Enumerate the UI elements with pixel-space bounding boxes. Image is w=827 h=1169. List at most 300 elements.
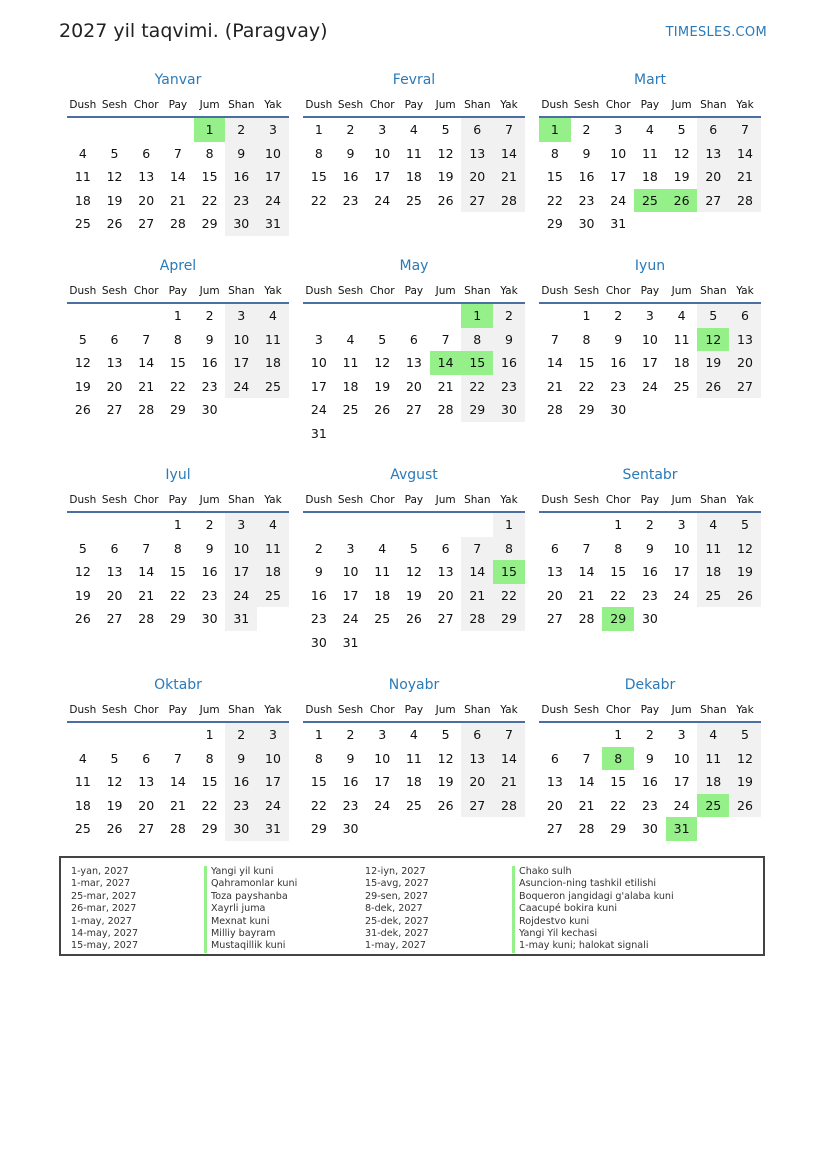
day-cell[interactable]: 28 <box>461 607 493 631</box>
day-cell[interactable]: 19 <box>74 378 91 394</box>
day-cell[interactable]: 24 <box>374 797 391 813</box>
day-cell[interactable]: 25 <box>697 584 729 608</box>
day-cell[interactable]: 18 <box>374 587 391 603</box>
day-cell[interactable]: 30 <box>342 821 359 837</box>
day-cell[interactable]: 9 <box>314 564 323 580</box>
day-cell[interactable]: 7 <box>582 750 591 766</box>
day-cell[interactable]: 23 <box>225 189 257 213</box>
day-cell[interactable]: 2 <box>314 540 323 556</box>
day-cell[interactable]: 9 <box>645 750 654 766</box>
day-cell[interactable]: 5 <box>729 513 761 537</box>
day-cell[interactable]: 21 <box>461 584 493 608</box>
day-cell[interactable]: 17 <box>257 165 289 189</box>
day-cell[interactable]: 16 <box>225 165 257 189</box>
day-cell[interactable]: 11 <box>74 774 91 790</box>
day-cell[interactable]: 30 <box>310 634 327 650</box>
day-cell[interactable]: 30 <box>201 402 218 418</box>
day-cell[interactable]: 13 <box>106 564 123 580</box>
day-cell[interactable]: 22 <box>310 797 327 813</box>
day-cell[interactable]: 14 <box>461 560 493 584</box>
day-cell[interactable]: 6 <box>550 540 559 556</box>
day-cell[interactable]: 6 <box>697 118 729 142</box>
holiday-day-cell[interactable]: 15 <box>461 351 493 375</box>
day-cell[interactable]: 24 <box>225 584 257 608</box>
day-cell[interactable]: 9 <box>493 328 525 352</box>
day-cell[interactable]: 4 <box>257 513 289 537</box>
day-cell[interactable]: 11 <box>673 331 690 347</box>
holiday-day-cell[interactable]: 25 <box>697 794 729 818</box>
day-cell[interactable]: 18 <box>257 560 289 584</box>
day-cell[interactable]: 26 <box>437 797 454 813</box>
day-cell[interactable]: 14 <box>493 142 525 166</box>
day-cell[interactable]: 6 <box>550 750 559 766</box>
day-cell[interactable]: 30 <box>578 216 595 232</box>
day-cell[interactable]: 15 <box>546 169 563 185</box>
day-cell[interactable]: 10 <box>673 750 690 766</box>
day-cell[interactable]: 21 <box>578 587 595 603</box>
day-cell[interactable]: 7 <box>173 750 182 766</box>
day-cell[interactable]: 22 <box>610 587 627 603</box>
day-cell[interactable]: 13 <box>461 747 493 771</box>
day-cell[interactable]: 1 <box>314 122 323 137</box>
day-cell[interactable]: 21 <box>493 165 525 189</box>
day-cell[interactable]: 25 <box>405 797 422 813</box>
day-cell[interactable]: 8 <box>205 750 214 766</box>
day-cell[interactable]: 27 <box>729 375 761 399</box>
day-cell[interactable]: 27 <box>138 216 155 232</box>
day-cell[interactable]: 23 <box>201 587 218 603</box>
day-cell[interactable]: 23 <box>342 797 359 813</box>
day-cell[interactable]: 20 <box>405 378 422 394</box>
day-cell[interactable]: 4 <box>346 331 355 347</box>
day-cell[interactable]: 17 <box>673 564 690 580</box>
day-cell[interactable]: 15 <box>169 564 186 580</box>
day-cell[interactable]: 21 <box>493 770 525 794</box>
day-cell[interactable]: 5 <box>78 540 87 556</box>
holiday-day-cell[interactable]: 1 <box>461 304 493 328</box>
day-cell[interactable]: 24 <box>225 375 257 399</box>
day-cell[interactable]: 24 <box>610 192 627 208</box>
day-cell[interactable]: 27 <box>697 189 729 213</box>
day-cell[interactable]: 6 <box>461 723 493 747</box>
day-cell[interactable]: 24 <box>310 402 327 418</box>
day-cell[interactable]: 10 <box>310 355 327 371</box>
holiday-day-cell[interactable]: 1 <box>194 118 226 142</box>
day-cell[interactable]: 17 <box>374 774 391 790</box>
day-cell[interactable]: 8 <box>205 145 214 161</box>
day-cell[interactable]: 28 <box>493 794 525 818</box>
day-cell[interactable]: 21 <box>169 192 186 208</box>
day-cell[interactable]: 23 <box>610 378 627 394</box>
day-cell[interactable]: 28 <box>493 189 525 213</box>
day-cell[interactable]: 22 <box>169 378 186 394</box>
day-cell[interactable]: 10 <box>641 331 658 347</box>
day-cell[interactable]: 30 <box>641 611 658 627</box>
day-cell[interactable]: 16 <box>201 564 218 580</box>
day-cell[interactable]: 4 <box>697 513 729 537</box>
day-cell[interactable]: 12 <box>673 145 690 161</box>
day-cell[interactable]: 14 <box>578 774 595 790</box>
day-cell[interactable]: 23 <box>225 794 257 818</box>
holiday-day-cell[interactable]: 15 <box>493 560 525 584</box>
day-cell[interactable]: 10 <box>673 540 690 556</box>
day-cell[interactable]: 11 <box>405 145 422 161</box>
holiday-day-cell[interactable]: 25 <box>634 189 666 213</box>
day-cell[interactable]: 11 <box>641 145 658 161</box>
day-cell[interactable]: 10 <box>374 750 391 766</box>
day-cell[interactable]: 2 <box>582 122 591 137</box>
day-cell[interactable]: 8 <box>582 331 591 347</box>
day-cell[interactable]: 14 <box>578 564 595 580</box>
day-cell[interactable]: 25 <box>405 192 422 208</box>
holiday-day-cell[interactable]: 29 <box>602 607 634 631</box>
day-cell[interactable]: 5 <box>378 331 387 347</box>
day-cell[interactable]: 10 <box>374 145 391 161</box>
day-cell[interactable]: 26 <box>106 216 123 232</box>
day-cell[interactable]: 31 <box>257 817 289 841</box>
day-cell[interactable]: 10 <box>342 564 359 580</box>
day-cell[interactable]: 26 <box>405 611 422 627</box>
day-cell[interactable]: 13 <box>546 564 563 580</box>
day-cell[interactable]: 17 <box>310 378 327 394</box>
day-cell[interactable]: 18 <box>74 797 91 813</box>
day-cell[interactable]: 21 <box>546 378 563 394</box>
day-cell[interactable]: 31 <box>342 634 359 650</box>
day-cell[interactable]: 13 <box>729 328 761 352</box>
day-cell[interactable]: 20 <box>729 351 761 375</box>
day-cell[interactable]: 18 <box>405 774 422 790</box>
day-cell[interactable]: 16 <box>641 564 658 580</box>
day-cell[interactable]: 22 <box>169 587 186 603</box>
day-cell[interactable]: 9 <box>225 142 257 166</box>
day-cell[interactable]: 3 <box>225 513 257 537</box>
day-cell[interactable]: 9 <box>205 331 214 347</box>
day-cell[interactable]: 15 <box>310 774 327 790</box>
holiday-day-cell[interactable]: 31 <box>666 817 698 841</box>
day-cell[interactable]: 7 <box>493 118 525 142</box>
day-cell[interactable]: 7 <box>582 540 591 556</box>
day-cell[interactable]: 3 <box>257 723 289 747</box>
day-cell[interactable]: 10 <box>610 145 627 161</box>
day-cell[interactable]: 10 <box>257 747 289 771</box>
day-cell[interactable]: 13 <box>138 774 155 790</box>
day-cell[interactable]: 4 <box>78 750 87 766</box>
day-cell[interactable]: 18 <box>697 560 729 584</box>
day-cell[interactable]: 29 <box>169 402 186 418</box>
day-cell[interactable]: 7 <box>729 118 761 142</box>
day-cell[interactable]: 6 <box>142 750 151 766</box>
day-cell[interactable]: 23 <box>201 378 218 394</box>
day-cell[interactable]: 22 <box>201 797 218 813</box>
holiday-day-cell[interactable]: 8 <box>602 747 634 771</box>
site-brand-link[interactable]: TIMESLES.COM <box>665 25 767 40</box>
day-cell[interactable]: 25 <box>74 821 91 837</box>
day-cell[interactable]: 8 <box>173 540 182 556</box>
day-cell[interactable]: 27 <box>405 402 422 418</box>
day-cell[interactable]: 25 <box>74 216 91 232</box>
day-cell[interactable]: 1 <box>614 727 623 742</box>
day-cell[interactable]: 2 <box>205 517 214 532</box>
day-cell[interactable]: 28 <box>578 821 595 837</box>
day-cell[interactable]: 24 <box>342 611 359 627</box>
day-cell[interactable]: 11 <box>342 355 359 371</box>
day-cell[interactable]: 20 <box>437 587 454 603</box>
day-cell[interactable]: 8 <box>550 145 559 161</box>
day-cell[interactable]: 20 <box>138 797 155 813</box>
day-cell[interactable]: 19 <box>729 560 761 584</box>
day-cell[interactable]: 17 <box>225 351 257 375</box>
day-cell[interactable]: 13 <box>106 355 123 371</box>
day-cell[interactable]: 7 <box>441 331 450 347</box>
day-cell[interactable]: 27 <box>546 611 563 627</box>
day-cell[interactable]: 5 <box>110 145 119 161</box>
day-cell[interactable]: 16 <box>342 169 359 185</box>
day-cell[interactable]: 27 <box>106 611 123 627</box>
day-cell[interactable]: 5 <box>677 122 686 137</box>
day-cell[interactable]: 26 <box>729 584 761 608</box>
day-cell[interactable]: 20 <box>106 378 123 394</box>
day-cell[interactable]: 29 <box>201 821 218 837</box>
day-cell[interactable]: 20 <box>138 192 155 208</box>
day-cell[interactable]: 3 <box>314 331 323 347</box>
day-cell[interactable]: 14 <box>546 355 563 371</box>
day-cell[interactable]: 16 <box>493 351 525 375</box>
day-cell[interactable]: 6 <box>409 331 418 347</box>
day-cell[interactable]: 17 <box>225 560 257 584</box>
day-cell[interactable]: 11 <box>697 537 729 561</box>
day-cell[interactable]: 26 <box>74 611 91 627</box>
day-cell[interactable]: 2 <box>645 727 654 742</box>
day-cell[interactable]: 29 <box>201 216 218 232</box>
day-cell[interactable]: 16 <box>641 774 658 790</box>
day-cell[interactable]: 5 <box>697 304 729 328</box>
day-cell[interactable]: 30 <box>225 817 257 841</box>
day-cell[interactable]: 4 <box>409 122 418 137</box>
day-cell[interactable]: 6 <box>142 145 151 161</box>
day-cell[interactable]: 11 <box>697 747 729 771</box>
day-cell[interactable]: 13 <box>437 564 454 580</box>
day-cell[interactable]: 15 <box>310 169 327 185</box>
holiday-day-cell[interactable]: 1 <box>539 118 571 142</box>
day-cell[interactable]: 24 <box>257 794 289 818</box>
holiday-day-cell[interactable]: 12 <box>697 328 729 352</box>
day-cell[interactable]: 28 <box>546 402 563 418</box>
day-cell[interactable]: 26 <box>729 794 761 818</box>
day-cell[interactable]: 29 <box>610 821 627 837</box>
day-cell[interactable]: 19 <box>405 587 422 603</box>
day-cell[interactable]: 10 <box>225 537 257 561</box>
day-cell[interactable]: 18 <box>74 192 91 208</box>
day-cell[interactable]: 26 <box>697 375 729 399</box>
day-cell[interactable]: 15 <box>610 564 627 580</box>
day-cell[interactable]: 17 <box>342 587 359 603</box>
day-cell[interactable]: 14 <box>138 564 155 580</box>
day-cell[interactable]: 21 <box>169 797 186 813</box>
day-cell[interactable]: 9 <box>346 145 355 161</box>
day-cell[interactable]: 12 <box>106 169 123 185</box>
day-cell[interactable]: 9 <box>645 540 654 556</box>
holiday-day-cell[interactable]: 14 <box>430 351 462 375</box>
day-cell[interactable]: 15 <box>169 355 186 371</box>
day-cell[interactable]: 1 <box>582 308 591 323</box>
day-cell[interactable]: 3 <box>677 517 686 532</box>
day-cell[interactable]: 17 <box>610 169 627 185</box>
day-cell[interactable]: 29 <box>461 398 493 422</box>
day-cell[interactable]: 14 <box>493 747 525 771</box>
day-cell[interactable]: 19 <box>729 770 761 794</box>
day-cell[interactable]: 23 <box>310 611 327 627</box>
day-cell[interactable]: 2 <box>346 727 355 742</box>
day-cell[interactable]: 4 <box>677 308 686 323</box>
day-cell[interactable]: 6 <box>110 331 119 347</box>
day-cell[interactable]: 15 <box>578 355 595 371</box>
day-cell[interactable]: 19 <box>106 192 123 208</box>
day-cell[interactable]: 2 <box>205 308 214 323</box>
day-cell[interactable]: 3 <box>378 122 387 137</box>
day-cell[interactable]: 9 <box>205 540 214 556</box>
day-cell[interactable]: 12 <box>74 355 91 371</box>
day-cell[interactable]: 4 <box>645 122 654 137</box>
day-cell[interactable]: 13 <box>405 355 422 371</box>
day-cell[interactable]: 16 <box>578 169 595 185</box>
day-cell[interactable]: 24 <box>374 192 391 208</box>
day-cell[interactable]: 3 <box>225 304 257 328</box>
day-cell[interactable]: 5 <box>78 331 87 347</box>
day-cell[interactable]: 12 <box>437 145 454 161</box>
day-cell[interactable]: 18 <box>697 770 729 794</box>
day-cell[interactable]: 12 <box>405 564 422 580</box>
day-cell[interactable]: 26 <box>437 192 454 208</box>
day-cell[interactable]: 8 <box>461 328 493 352</box>
day-cell[interactable]: 26 <box>74 402 91 418</box>
day-cell[interactable]: 2 <box>645 517 654 532</box>
day-cell[interactable]: 11 <box>405 750 422 766</box>
day-cell[interactable]: 20 <box>461 770 493 794</box>
day-cell[interactable]: 17 <box>641 355 658 371</box>
day-cell[interactable]: 4 <box>409 727 418 742</box>
day-cell[interactable]: 6 <box>110 540 119 556</box>
day-cell[interactable]: 20 <box>546 797 563 813</box>
day-cell[interactable]: 25 <box>342 402 359 418</box>
day-cell[interactable]: 12 <box>374 355 391 371</box>
day-cell[interactable]: 7 <box>550 331 559 347</box>
day-cell[interactable]: 19 <box>437 774 454 790</box>
day-cell[interactable]: 28 <box>437 402 454 418</box>
day-cell[interactable]: 22 <box>578 378 595 394</box>
day-cell[interactable]: 18 <box>257 351 289 375</box>
day-cell[interactable]: 1 <box>205 727 214 742</box>
day-cell[interactable]: 2 <box>225 118 257 142</box>
day-cell[interactable]: 20 <box>461 165 493 189</box>
day-cell[interactable]: 16 <box>610 355 627 371</box>
day-cell[interactable]: 8 <box>173 331 182 347</box>
day-cell[interactable]: 10 <box>257 142 289 166</box>
day-cell[interactable]: 1 <box>173 517 182 532</box>
day-cell[interactable]: 31 <box>310 425 327 441</box>
day-cell[interactable]: 29 <box>493 607 525 631</box>
day-cell[interactable]: 11 <box>374 564 391 580</box>
day-cell[interactable]: 23 <box>641 587 658 603</box>
day-cell[interactable]: 2 <box>493 304 525 328</box>
day-cell[interactable]: 30 <box>493 398 525 422</box>
day-cell[interactable]: 7 <box>142 331 151 347</box>
day-cell[interactable]: 23 <box>493 375 525 399</box>
day-cell[interactable]: 18 <box>405 169 422 185</box>
day-cell[interactable]: 12 <box>106 774 123 790</box>
day-cell[interactable]: 24 <box>257 189 289 213</box>
day-cell[interactable]: 21 <box>437 378 454 394</box>
day-cell[interactable]: 3 <box>645 308 654 323</box>
day-cell[interactable]: 10 <box>225 328 257 352</box>
day-cell[interactable]: 20 <box>546 587 563 603</box>
day-cell[interactable]: 22 <box>310 192 327 208</box>
day-cell[interactable]: 6 <box>729 304 761 328</box>
day-cell[interactable]: 11 <box>74 169 91 185</box>
day-cell[interactable]: 19 <box>673 169 690 185</box>
day-cell[interactable]: 30 <box>201 611 218 627</box>
day-cell[interactable]: 21 <box>138 378 155 394</box>
day-cell[interactable]: 11 <box>257 328 289 352</box>
day-cell[interactable]: 27 <box>138 821 155 837</box>
day-cell[interactable]: 11 <box>257 537 289 561</box>
day-cell[interactable]: 5 <box>729 723 761 747</box>
day-cell[interactable]: 7 <box>493 723 525 747</box>
day-cell[interactable]: 21 <box>578 797 595 813</box>
day-cell[interactable]: 27 <box>461 794 493 818</box>
day-cell[interactable]: 9 <box>582 145 591 161</box>
day-cell[interactable]: 22 <box>201 192 218 208</box>
day-cell[interactable]: 12 <box>74 564 91 580</box>
day-cell[interactable]: 5 <box>409 540 418 556</box>
day-cell[interactable]: 4 <box>257 304 289 328</box>
day-cell[interactable]: 29 <box>310 821 327 837</box>
day-cell[interactable]: 5 <box>441 122 450 137</box>
day-cell[interactable]: 5 <box>110 750 119 766</box>
day-cell[interactable]: 13 <box>461 142 493 166</box>
day-cell[interactable]: 29 <box>546 216 563 232</box>
day-cell[interactable]: 24 <box>673 797 690 813</box>
day-cell[interactable]: 23 <box>641 797 658 813</box>
day-cell[interactable]: 8 <box>314 145 323 161</box>
day-cell[interactable]: 1 <box>173 308 182 323</box>
day-cell[interactable]: 1 <box>493 513 525 537</box>
day-cell[interactable]: 6 <box>461 118 493 142</box>
day-cell[interactable]: 7 <box>142 540 151 556</box>
day-cell[interactable]: 21 <box>729 165 761 189</box>
day-cell[interactable]: 28 <box>138 402 155 418</box>
day-cell[interactable]: 17 <box>257 770 289 794</box>
day-cell[interactable]: 4 <box>697 723 729 747</box>
day-cell[interactable]: 18 <box>641 169 658 185</box>
day-cell[interactable]: 27 <box>546 821 563 837</box>
day-cell[interactable]: 27 <box>106 402 123 418</box>
day-cell[interactable]: 25 <box>673 378 690 394</box>
day-cell[interactable]: 1 <box>314 727 323 742</box>
day-cell[interactable]: 23 <box>342 192 359 208</box>
day-cell[interactable]: 16 <box>310 587 327 603</box>
day-cell[interactable]: 17 <box>374 169 391 185</box>
day-cell[interactable]: 28 <box>729 189 761 213</box>
day-cell[interactable]: 19 <box>74 587 91 603</box>
day-cell[interactable]: 12 <box>729 537 761 561</box>
day-cell[interactable]: 19 <box>374 378 391 394</box>
day-cell[interactable]: 29 <box>169 611 186 627</box>
day-cell[interactable]: 2 <box>346 122 355 137</box>
day-cell[interactable]: 4 <box>378 540 387 556</box>
day-cell[interactable]: 4 <box>78 145 87 161</box>
day-cell[interactable]: 18 <box>673 355 690 371</box>
day-cell[interactable]: 16 <box>342 774 359 790</box>
